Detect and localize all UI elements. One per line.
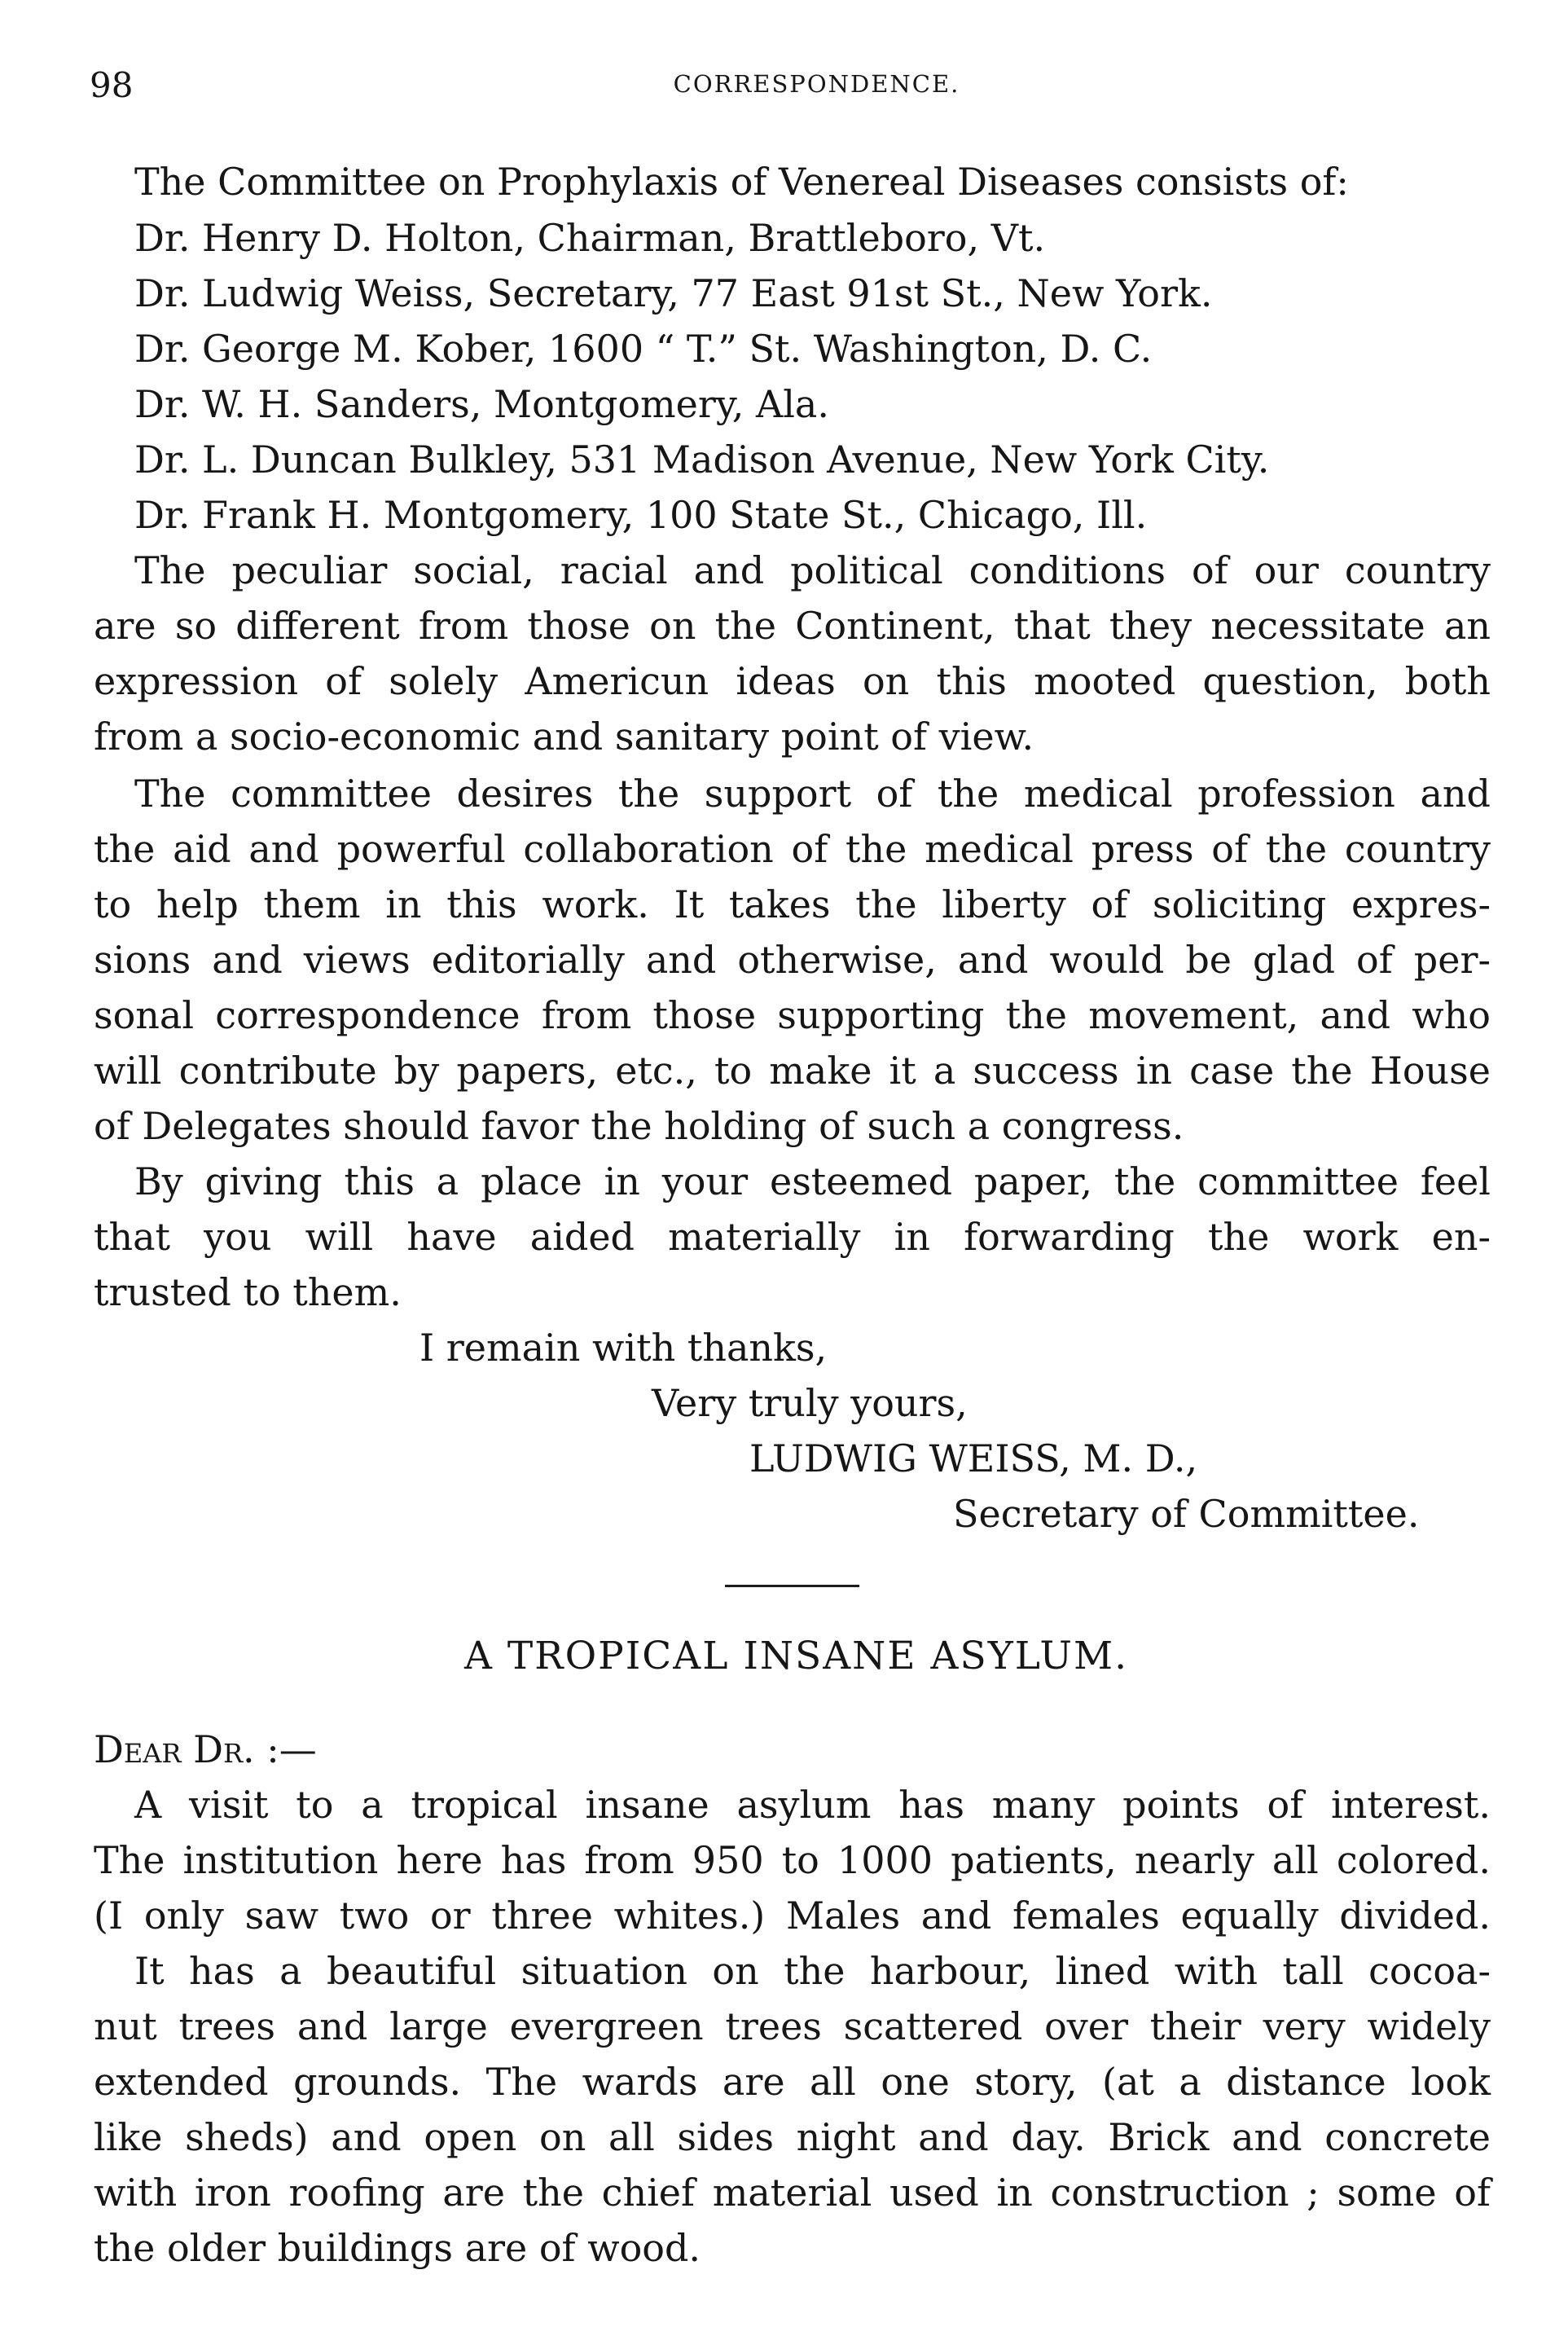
committee-member: Dr. Ludwig Weiss, Secretary, 77 East 91st St., New York. [134, 271, 1213, 315]
paragraph-line: the older buildings are of wood. [94, 2226, 701, 2270]
salutation: Dear Dr. :— [94, 1727, 317, 1771]
closing-yours: Very truly yours, [652, 1381, 968, 1425]
committee-member: Dr. George M. Kober, 1600 “ T.” St. Washington, D. C. [134, 327, 1153, 371]
paragraph-line: with iron roofing are the chief material used in construction ; some of [94, 2171, 1491, 2215]
signature-title: Secretary of Committee. [953, 1492, 1420, 1536]
closing-thanks: I remain with thanks, [419, 1326, 828, 1370]
section-divider [725, 1585, 859, 1587]
paragraph-line: expression of solely Americun ideas on this mooted question, both [94, 659, 1491, 703]
paragraph-line: sonal correspondence from those supporting the movement, and who [94, 993, 1491, 1037]
article-title: A TROPICAL INSANE ASYLUM. [463, 1634, 1129, 1678]
paragraph-line: The peculiar social, racial and political conditions of our country [134, 548, 1491, 592]
paragraph-line: nut trees and large evergreen trees scattered over their very widely [94, 2004, 1491, 2048]
running-head: CORRESPONDENCE. [673, 70, 960, 98]
paragraph-line: to help them in this work. It takes the liberty of soliciting expres- [94, 882, 1491, 926]
committee-member: Dr. Frank H. Montgomery, 100 State St., Chicago, Ill. [134, 493, 1148, 537]
paragraph-line: It has a beautiful situation on the harbour, lined with tall cocoa- [134, 1949, 1491, 1993]
paragraph-line: extended grounds. The wards are all one story, (at a distance look [94, 2060, 1491, 2104]
signature-name: LUDWIG WEISS, M. D., [749, 1436, 1198, 1480]
paragraph-line: are so different from those on the Continent, that they necessitate an [94, 604, 1491, 648]
paragraph-line: that you will have aided materially in forwarding the work en- [94, 1215, 1491, 1259]
committee-member: Dr. Henry D. Holton, Chairman, Brattleboro, Vt. [134, 216, 1046, 260]
paragraph-line: By giving this a place in your esteemed paper, the committee feel [134, 1159, 1491, 1203]
paragraph-line: like sheds) and open on all sides night and day. Brick and concrete [94, 2115, 1491, 2159]
page-number: 98 [90, 65, 134, 105]
paragraph-line: of Delegates should favor the holding of such a congress. [94, 1104, 1184, 1148]
committee-member: Dr. W. H. Sanders, Montgomery, Ala. [134, 382, 829, 426]
committee-member: Dr. L. Duncan Bulkley, 531 Madison Avenue, New York City. [134, 438, 1270, 482]
paragraph-line: (I only saw two or three whites.) Males and females equally divided. [94, 1894, 1491, 1938]
committee-intro: The Committee on Prophylaxis of Venereal Diseases consists of: [134, 160, 1349, 204]
paragraph-line: sions and views editorially and otherwise, and would be glad of per- [94, 938, 1491, 982]
paragraph-line: from a socio-economic and sanitary point of view. [94, 715, 1034, 759]
paragraph-line: trusted to them. [94, 1270, 402, 1314]
paragraph-line: The institution here has from 950 to 1000 patients, nearly all colored. [94, 1838, 1491, 1882]
paragraph-line: The committee desires the support of the medical profession and [134, 772, 1491, 816]
paragraph-line: will contribute by papers, etc., to make it a success in case the House [94, 1049, 1491, 1093]
paragraph-line: A visit to a tropical insane asylum has many points of interest. [134, 1783, 1491, 1827]
paragraph-line: the aid and powerful collaboration of the medical press of the country [94, 827, 1491, 871]
